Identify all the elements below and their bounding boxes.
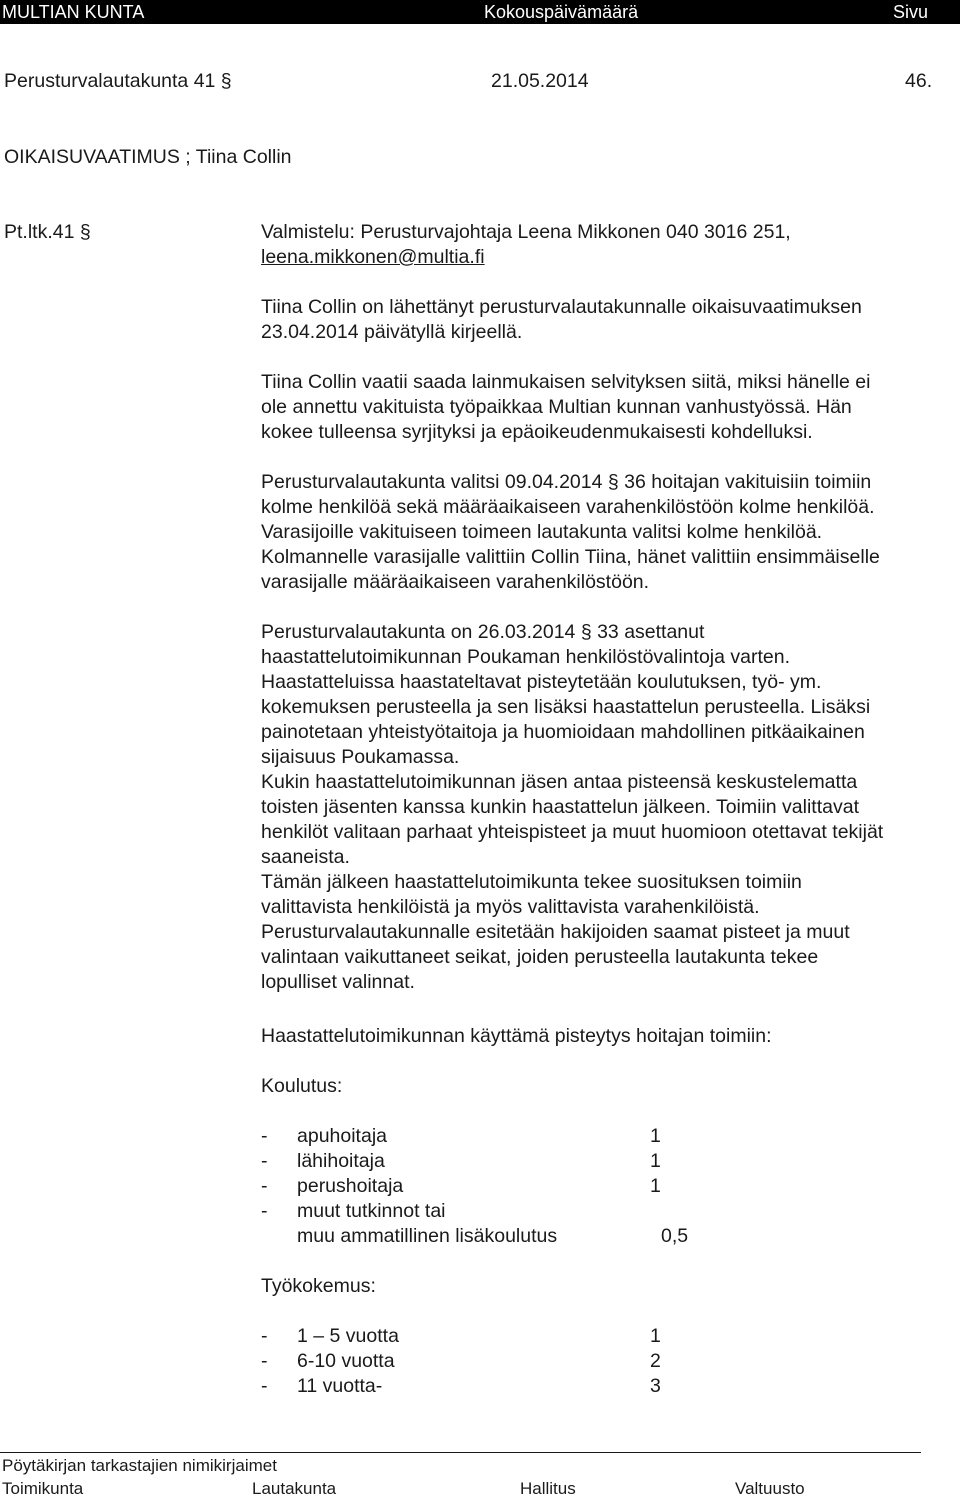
item-title: OIKAISUVAATIMUS ; Tiina Collin — [4, 146, 292, 168]
text-line: 23.04.2014 päivätyllä kirjeellä. — [261, 321, 523, 343]
item-label: 6-10 vuotta — [297, 1350, 395, 1372]
paragraph-complaint — [261, 295, 960, 345]
footer-col-council: Valtuusto — [735, 1479, 805, 1498]
text-line: Perusturvalautakunnalle esitetään hakijoiden saamat pisteet ja muut — [261, 921, 850, 943]
document-header — [0, 0, 960, 24]
text-line: varasijalle määräaikaiseen varahenkilöstöön. — [261, 571, 650, 593]
footer-col-government: Hallitus — [520, 1479, 576, 1498]
item-label: apuhoitaja — [297, 1125, 387, 1147]
text-line: kolme henkilöä sekä määräaikaiseen varahenkilöstöön kolme henkilöä. — [261, 496, 875, 518]
page-label: Sivu — [893, 2, 929, 22]
bullet-dash: - — [261, 1325, 268, 1347]
text-line: Haastatteluissa haastateltavat pisteytetään koulutuksen, työ- ym. — [261, 671, 822, 693]
list-item — [261, 1349, 721, 1374]
text-line: Perusturvalautakunta on 26.03.2014 § 33 asettanut — [261, 621, 705, 643]
bullet-dash: - — [261, 1150, 268, 1172]
item-label: muu ammatillinen lisäkoulutus — [297, 1225, 558, 1247]
text-line: Tämän jälkeen haastattelutoimikunta tekee suosituksen toimiin — [261, 871, 802, 893]
list-item — [261, 1199, 721, 1224]
text-line: painotetaan yhteistyötaitoja ja huomioidaan mahdollinen pitkäaikainen — [261, 721, 865, 743]
item-body — [261, 220, 960, 995]
text-line: kokemuksen perusteella ja sen lisäksi haastattelun perusteella. Lisäksi — [261, 696, 871, 718]
text-line: valittavista henkilöistä ja myös valittavista varahenkilöistä. — [261, 896, 760, 918]
preparer-line: Valmistelu: Perusturvajohtaja Leena Mikkonen 040 3016 251, — [261, 221, 791, 243]
item-label: 11 vuotta- — [297, 1375, 383, 1397]
page-number: 46. — [905, 70, 933, 92]
text-line: Kolmannelle varasijalle valittiin Collin Tiina, hänet valittiin ensimmäiselle — [261, 546, 880, 568]
experience-heading: Työkokemus: — [261, 1275, 376, 1297]
paragraph-demand — [261, 370, 960, 445]
bullet-dash: - — [261, 1200, 268, 1222]
list-item — [261, 1149, 721, 1174]
text-line: Perusturvalautakunta valitsi 09.04.2014 § 36 hoitajan vakituisiin toimiin — [261, 471, 872, 493]
footer-initials-label: Pöytäkirjan tarkastajien nimikirjaimet — [2, 1456, 277, 1475]
list-item — [261, 1174, 721, 1199]
text-line: haastattelutoimikunnan Poukaman henkilöstövalintoja varten. — [261, 646, 790, 668]
text-line: sijaisuus Poukamassa. — [261, 746, 460, 768]
footer-col-board: Lautakunta — [252, 1479, 337, 1498]
text-line: Kukin haastattelutoimikunnan jäsen antaa pisteensä keskustelematta — [261, 771, 858, 793]
text-line: ole annettu vakituista työpaikkaa Multian kunnan vanhustyössä. Hän — [261, 396, 852, 418]
item-label: muut tutkinnot tai — [297, 1200, 446, 1222]
bullet-dash: - — [261, 1175, 268, 1197]
paragraph-selection — [261, 470, 960, 595]
paragraph-interview-process — [261, 620, 960, 995]
text-line: Tiina Collin on lähettänyt perusturvalautakunnalle oikaisuvaatimuksen — [261, 296, 862, 318]
item-points: 1 — [650, 1125, 661, 1147]
list-item — [261, 1374, 721, 1399]
experience-list — [261, 1324, 721, 1399]
item-label: lähihoitaja — [297, 1150, 385, 1172]
item-points: 1 — [650, 1325, 661, 1347]
bullet-dash: - — [261, 1125, 268, 1147]
meeting-date-label: Kokouspäivämäärä — [484, 2, 639, 22]
bullet-dash: - — [261, 1375, 268, 1397]
item-label: perushoitaja — [297, 1175, 404, 1197]
item-points: 3 — [650, 1375, 661, 1397]
item-points: 1 — [650, 1150, 661, 1172]
item-points: 2 — [650, 1350, 661, 1372]
list-item — [261, 1124, 721, 1149]
text-line: henkilöt valitaan parhaat yhteispisteet ja muut huomioon otettavat tekijät — [261, 821, 884, 843]
footer-divider — [0, 1452, 921, 1453]
text-line: kokee tulleensa syrjityksi ja epäoikeudenmukaisesti kohdelluksi. — [261, 421, 813, 443]
item-reference: Pt.ltk.41 § — [4, 221, 91, 243]
text-line: saaneista. — [261, 846, 350, 868]
item-points: 1 — [650, 1175, 661, 1197]
meeting-body: Perusturvalautakunta 41 § — [4, 70, 232, 92]
footer-col-committee: Toimikunta — [2, 1479, 84, 1498]
text-line: Varasijoille vakituiseen toimeen lautakunta valitsi kolme henkilöä. — [261, 521, 823, 543]
municipality-name: MULTIAN KUNTA — [2, 2, 145, 22]
list-item-continued — [261, 1224, 721, 1249]
list-item — [261, 1324, 721, 1349]
text-line: Tiina Collin vaatii saada lainmukaisen selvityksen siitä, miksi hänelle ei — [261, 371, 871, 393]
text-line: lopulliset valinnat. — [261, 971, 415, 993]
education-list — [261, 1124, 721, 1249]
item-points: 0,5 — [661, 1225, 689, 1247]
preparer-email-link[interactable]: leena.mikkonen@multia.fi — [261, 246, 485, 268]
text-line: valintaan vaikuttaneet seikat, joiden perusteella lautakunta tekee — [261, 946, 819, 968]
text-line: toisten jäsenten kanssa kunkin haastattelun jälkeen. Toimiin valittavat — [261, 796, 859, 818]
scoring-intro: Haastattelutoimikunnan käyttämä pisteytys hoitajan toimiin: — [261, 1025, 772, 1047]
item-label: 1 – 5 vuotta — [297, 1325, 399, 1347]
meeting-date: 21.05.2014 — [491, 70, 589, 92]
bullet-dash: - — [261, 1350, 268, 1372]
education-heading: Koulutus: — [261, 1075, 343, 1097]
